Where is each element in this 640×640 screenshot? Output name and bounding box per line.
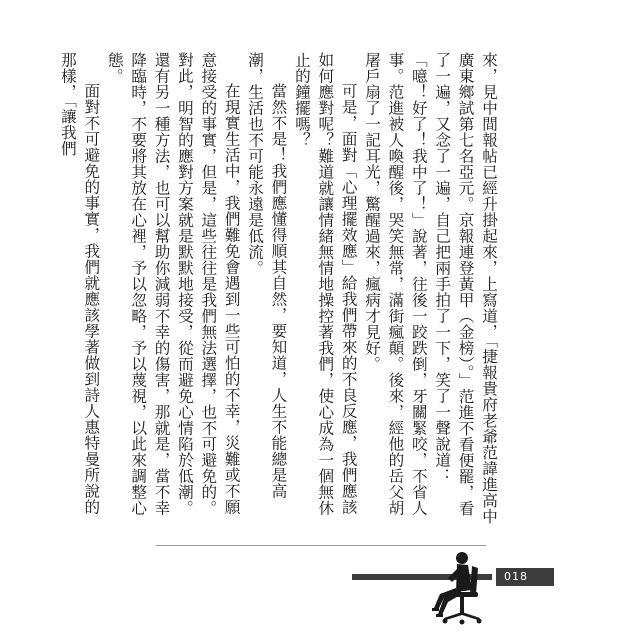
page-number-tab (496, 568, 554, 586)
paragraph-2: 可是，面對「心理擺效應」給我們帶來的不良反應，我們應該如何應對呢？難道就讓情緒無情地操控著我們，使心成為一個無休止的鐘擺嗎？ (292, 52, 358, 516)
paragraph-3: 當然不是！我們應懂得順其自然，要知道，人生不能總是高潮，生活也不可能永遠是低流。 (246, 52, 288, 500)
page-number: 018 (504, 570, 528, 583)
paragraph-5: 面對不可避免的事實，我們就應該學著做到詩人惠特曼所說的那樣，「讓我們 (58, 52, 101, 516)
body-text (58, 52, 500, 530)
paragraph-1: 來，見中間報帖已經升掛起來，上寫道，「捷報貴府老爺范諱進高中廣東鄉試第七名亞元。京報連登黃甲（金榜）。」范進不看便罷，看了一遍，又念了一遍，自己把兩手拍了一下，笑了一聲說道：「噫！好了！我中了！」說著，往後一跤跌倒，牙關緊咬，不省人事。范進被人喚醒後，哭笑無常，滿街瘋顛。後來，經他的岳父胡屠戶扇了一記耳光，驚醒過來，瘋病才見好。 (363, 52, 498, 525)
paragraph-4: 在現實生活中，我們難免會遇到一些可怕的不幸，災難或不願意接受的事實，但是，這些往往是我們無法選擇，也不可避免的。對此，明智的應對方案就是默默地接受，從而避免心情陷於低潮。還有另一種方法，也可以幫助你減弱不幸的傷害，那就是，當不幸降臨時，不要將其放在心裡，予以忽略，予以蔑視，以此來調整心態。 (105, 52, 241, 516)
footer-divider (156, 545, 486, 546)
seated-man-silhouette-icon (432, 548, 496, 628)
